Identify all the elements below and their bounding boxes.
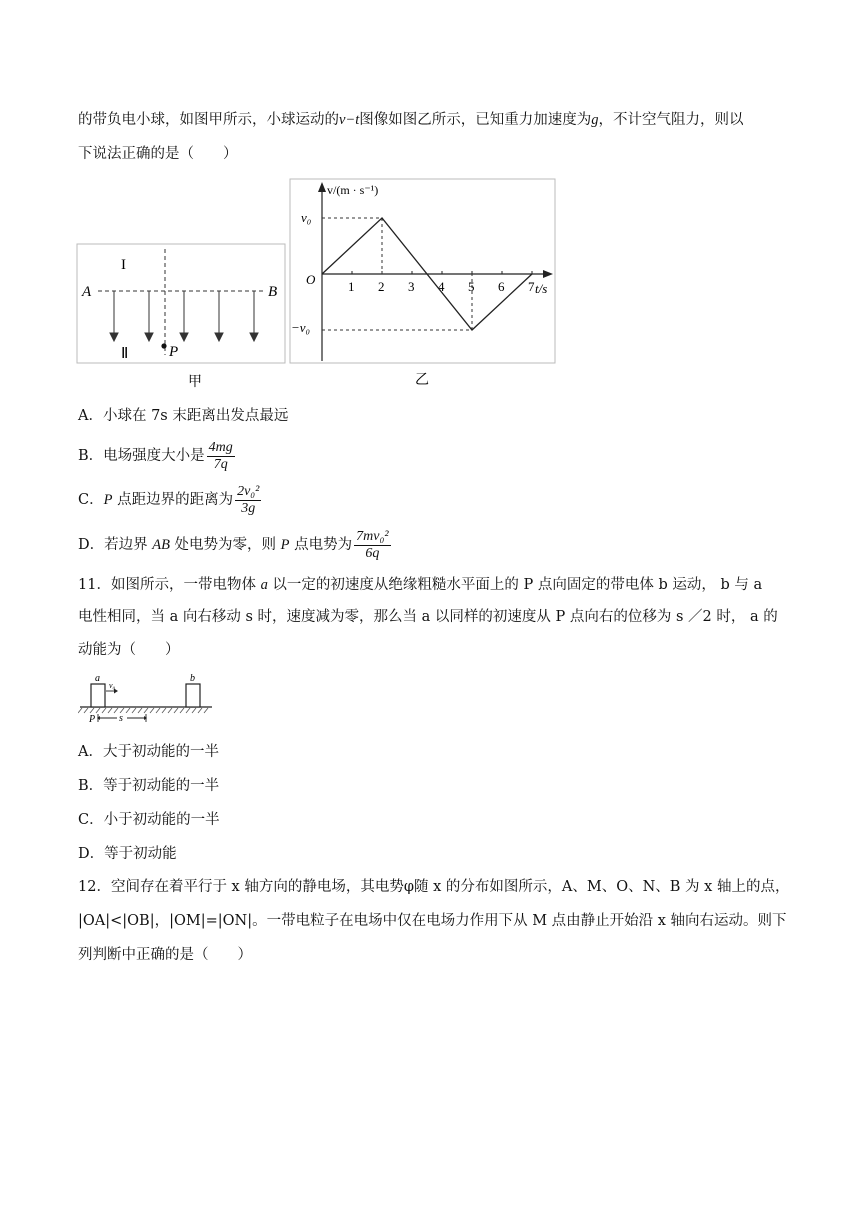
object-b [186,684,200,707]
label-p: P [169,344,179,360]
option-c-text: 点距边界的距离为 [112,492,234,508]
y-axis-label: v/(m · s⁻¹) [327,183,379,197]
q12-line2: |OA|<|OB|，|OM|=|ON|。一带电粒子在电场中仅在电场力作用下从 M 点由静止开始沿 x 轴向右运动。则下 [78,913,787,929]
q11-text: 11．如图所示，一带电物体 [78,577,261,593]
option-b-fraction [207,440,235,473]
q10-stem-text: 图像如图乙所示，已知重力加速度为 [359,112,592,128]
q11-text: 以一定的初速度从绝缘粗糙水平面上的 P 点向固定的带电体 b 运动， b 与 a [267,577,763,593]
option-d-numerator: 7mv₀² [356,528,389,544]
q11-a-var: a [260,577,268,593]
figure-jia-caption: 甲 [188,375,202,390]
object-a-label: a [95,673,100,684]
option-d-text: 点电势为 [289,537,353,553]
q10-vt-symbol: v−t [339,112,360,128]
option-d-ab: AB [152,537,170,553]
figure-yi [289,178,557,390]
x-tick-label: 1 [348,279,355,294]
object-b-label: b [190,673,195,684]
option-d-prefix: D．若边界 [78,537,153,553]
option-b-denominator: 7q [213,456,228,472]
q10-option-b [78,439,237,473]
v0-label: v₀ [301,210,312,225]
q10-option-c [78,480,263,520]
region-2-label: Ⅱ [121,346,129,362]
figure-q11 [78,670,218,726]
q11-line1 [78,575,762,595]
x-tick-label: 6 [498,279,505,294]
option-c-numerator: 2v₀² [237,483,260,499]
figure-jia-svg [76,243,286,393]
neg-v0-label: −v₀ [291,320,311,335]
x-tick-label: 2 [378,279,385,294]
option-c-denominator: 3g [241,500,256,516]
q11-line2: 电性相同，当 a 向右移动 s 时，速度减为零，那么当 a 以同样的初速度从 P 点向右的位移为 s ／2 时， a 的 [78,609,778,625]
q11-option-a: A．大于初动能的一半 [78,744,219,760]
x-tick-label: 4 [438,279,445,294]
option-b-numerator: 4mg [208,439,233,455]
q10-stem-line1 [78,110,744,130]
object-a [91,684,105,707]
option-c-p: P [103,492,113,508]
q11-option-d: D．等于初动能 [78,846,177,862]
option-c-prefix: C． [78,492,104,508]
label-a: A [82,284,92,300]
vt-chart [289,178,557,390]
q10-stem-text: ，不计空气阻力，则以 [598,112,744,128]
option-c-fraction [235,484,261,517]
figure-q11-svg [78,670,218,726]
x-tick-label: 7 [528,279,535,294]
region-1-label: I [121,257,126,273]
q10-stem-line2: 下说法正确的是（ ） [78,146,238,162]
label-b: B [268,284,278,300]
option-d-fraction [354,529,390,562]
figure-yi-caption: 乙 [415,373,429,388]
x-tick-label: 3 [408,279,415,294]
q11-line3: 动能为（ ） [78,642,180,658]
x-tick-label: 5 [468,279,475,294]
displacement-label: s [119,713,123,724]
q10-g-symbol: g [591,112,599,128]
q10-option-d [78,525,393,565]
option-d-p: P [280,537,290,553]
origin-label: O [306,272,316,287]
figure-jia [76,243,286,393]
option-d-mid: 处电势为零，则 [169,537,281,553]
q10-stem-text: 的带负电小球，如图甲所示，小球运动的 [78,112,339,128]
q11-option-c: C．小于初动能的一半 [78,812,220,828]
velocity-label: v₀ [109,681,116,690]
q11-option-b: B．等于初动能的一半 [78,778,220,794]
q10-option-a: A．小球在 7s 末距离出发点最远 [78,408,289,424]
q12-line1: 12．空间存在着平行于 x 轴方向的静电场，其电势φ随 x 的分布如图所示，A、M、O、N、B 为 x 轴上的点， [78,879,790,895]
q12-line3: 列判断中正确的是（ ） [78,947,252,963]
option-b-text: B．电场强度大小是 [78,448,205,464]
point-p-marker [161,343,166,348]
x-axis-label: t/s [535,281,548,296]
point-p-label: P [89,714,96,725]
option-d-denominator: 6q [365,545,380,561]
